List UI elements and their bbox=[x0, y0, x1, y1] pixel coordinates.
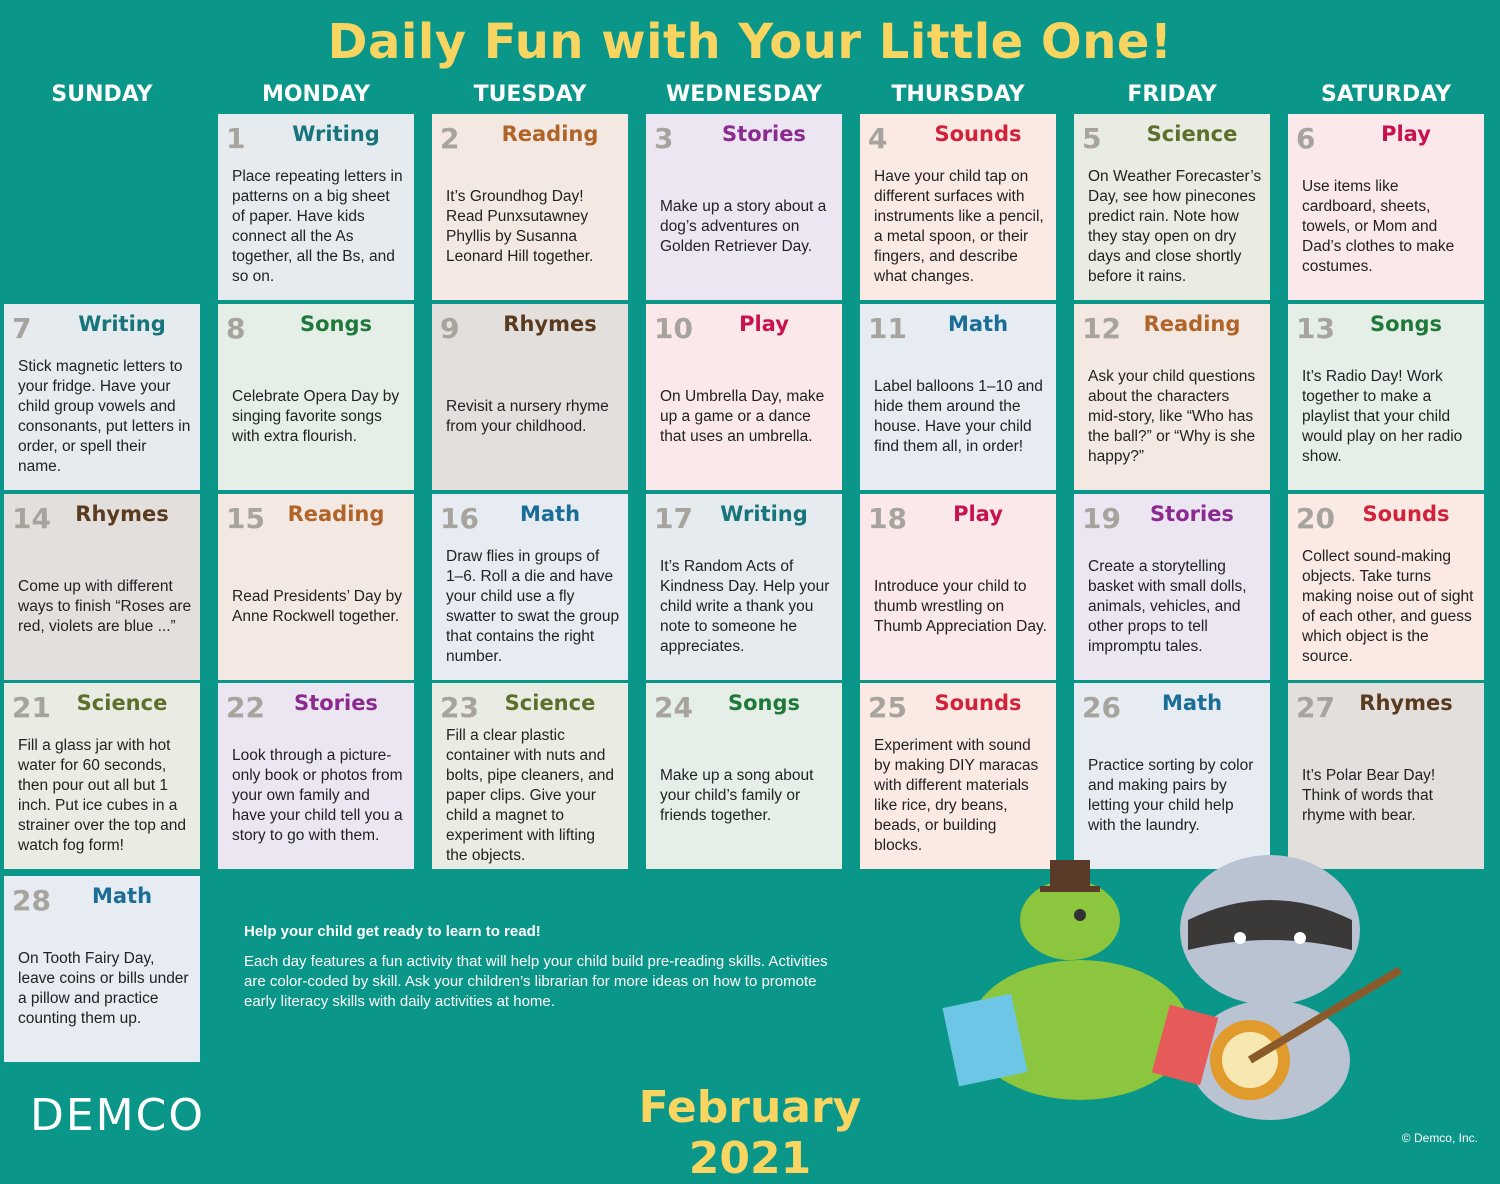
activity-text: Celebrate Opera Day by singing favorite songs with extra flourish. bbox=[232, 388, 400, 445]
calendar-day-3 bbox=[646, 114, 842, 300]
page-title: Daily Fun with Your Little One! bbox=[327, 14, 1173, 70]
activity-text: Place repeating letters in patterns on a big sheet of paper. Have kids connect all the As together, all the Bs, and so on. bbox=[232, 168, 403, 285]
activity-text: It’s Random Acts of Kindness Day. Help your child write a thank you note to someone he appreciates. bbox=[660, 558, 830, 655]
skill-label: Math bbox=[947, 312, 1009, 336]
calendar-day-24 bbox=[646, 683, 842, 869]
skill-label: Science bbox=[1146, 122, 1238, 146]
calendar-day-8 bbox=[218, 304, 414, 490]
skill-label: Science bbox=[76, 691, 168, 715]
calendar-day-19 bbox=[1074, 494, 1270, 680]
demco-logo: DEMCO bbox=[30, 1090, 205, 1141]
skill-label: Writing bbox=[292, 122, 380, 146]
skill-label: Songs bbox=[727, 691, 801, 715]
copyright: © Demco, Inc. bbox=[1401, 1131, 1478, 1145]
day-number: 8 bbox=[226, 312, 246, 345]
skill-label: Reading bbox=[287, 502, 385, 526]
day-number: 15 bbox=[226, 502, 265, 535]
calendar-day-16 bbox=[432, 494, 628, 680]
activity-text: Revisit a nursery rhyme from your childhood. bbox=[446, 398, 609, 435]
day-number: 4 bbox=[868, 122, 888, 155]
info-body: Each day features a fun activity that will help your child build pre-reading skills. Activities are color-coded by skill. Ask your children’s librarian for more ideas on how to promote early literacy skills with daily activities at home. bbox=[244, 953, 828, 1010]
day-number: 13 bbox=[1296, 312, 1335, 345]
activity-text: On Umbrella Day, make up a game or a dance that uses an umbrella. bbox=[660, 388, 825, 445]
activity-text: Fill a glass jar with hot water for 60 seconds, then pour out all but 1 inch. Put ice cubes in a strainer over the top and watch fog form! bbox=[18, 737, 187, 854]
calendar-day-20 bbox=[1288, 494, 1484, 680]
calendar-day-10 bbox=[646, 304, 842, 490]
skill-label: Play bbox=[739, 312, 789, 336]
activity-text: Draw flies in groups of 1–6. Roll a die and have your child use a fly swatter to swat the group that contains the right number. bbox=[446, 548, 620, 665]
skill-label: Reading bbox=[501, 122, 599, 146]
skill-label: Rhymes bbox=[1359, 691, 1453, 715]
day-number: 11 bbox=[868, 312, 907, 345]
activity-text: Introduce your child to thumb wrestling on Thumb Appreciation Day. bbox=[874, 578, 1047, 635]
skill-label: Stories bbox=[722, 122, 806, 146]
skill-label: Stories bbox=[294, 691, 378, 715]
skill-label: Reading bbox=[1143, 312, 1241, 336]
day-number: 1 bbox=[226, 122, 246, 155]
calendar-day-28 bbox=[4, 876, 200, 1062]
activity-text: Look through a picture-only book or photos from your own family and have your child tell you a story to go with them. bbox=[232, 747, 403, 844]
activity-text: Practice sorting by color and making pairs by letting your child help with the laundry. bbox=[1088, 757, 1254, 834]
day-number: 20 bbox=[1296, 502, 1335, 535]
day-header-wednesday: WEDNESDAY bbox=[666, 82, 822, 107]
calendar-day-14 bbox=[4, 494, 200, 680]
day-number: 6 bbox=[1296, 122, 1316, 155]
activity-text: Read Presidents’ Day by Anne Rockwell together. bbox=[232, 588, 403, 625]
activity-text: Collect sound-making objects. Take turns making noise out of sight of each other, and guess which object is the source. bbox=[1302, 548, 1474, 665]
day-number: 24 bbox=[654, 691, 693, 724]
calendar-day-13 bbox=[1288, 304, 1484, 490]
activity-text: Fill a clear plastic container with nuts and bolts, pipe cleaners, and paper clips. Give your child a magnet to experiment with lifting the objects. bbox=[446, 727, 615, 864]
iguana-raccoon-illustration bbox=[930, 820, 1450, 1120]
info-box bbox=[244, 922, 844, 1012]
day-number: 12 bbox=[1082, 312, 1121, 345]
calendar-day-23 bbox=[432, 683, 628, 869]
skill-label: Songs bbox=[1369, 312, 1443, 336]
day-number: 28 bbox=[12, 884, 51, 917]
day-number: 27 bbox=[1296, 691, 1335, 724]
activity-text: It’s Polar Bear Day! Think of words that rhyme with bear. bbox=[1302, 767, 1436, 824]
day-header-friday: FRIDAY bbox=[1127, 82, 1217, 107]
activity-text: Experiment with sound by making DIY maracas with different materials like rice, dry beans, beads, or building blocks. bbox=[874, 737, 1039, 854]
calendar-day-18 bbox=[860, 494, 1056, 680]
day-number: 21 bbox=[12, 691, 51, 724]
month-label: February 2021 bbox=[638, 1082, 862, 1184]
day-number: 10 bbox=[654, 312, 693, 345]
day-number: 7 bbox=[12, 312, 32, 345]
day-number: 26 bbox=[1082, 691, 1121, 724]
skill-label: Sounds bbox=[1362, 502, 1450, 526]
calendar-day-1 bbox=[218, 114, 414, 300]
skill-label: Sounds bbox=[934, 691, 1022, 715]
info-heading: Help your child get ready to learn to read! bbox=[244, 923, 541, 940]
calendar-day-4 bbox=[860, 114, 1056, 300]
top-hat bbox=[1050, 860, 1090, 890]
day-number: 19 bbox=[1082, 502, 1121, 535]
skill-label: Science bbox=[504, 691, 596, 715]
calendar-day-6 bbox=[1288, 114, 1484, 300]
activity-text: On Tooth Fairy Day, leave coins or bills under a pillow and practice counting them up. bbox=[18, 950, 189, 1027]
day-number: 23 bbox=[440, 691, 479, 724]
activity-text: Make up a story about a dog’s adventures on Golden Retriever Day. bbox=[660, 198, 827, 255]
skill-label: Writing bbox=[720, 502, 808, 526]
day-number: 18 bbox=[868, 502, 907, 535]
iguana-eye bbox=[1074, 909, 1086, 921]
activity-text: Label balloons 1–10 and hide them around the house. Have your child find them all, in order! bbox=[874, 378, 1043, 455]
calendar-day-15 bbox=[218, 494, 414, 680]
skill-label: Sounds bbox=[934, 122, 1022, 146]
skill-label: Play bbox=[953, 502, 1003, 526]
activity-text: Ask your child questions about the characters mid-story, like “Who has the ball?” or “Why is she happy?” bbox=[1088, 368, 1256, 465]
activity-text: Have your child tap on different surfaces with instruments like a pencil, a metal spoon, or their fingers, and describe what changes. bbox=[874, 168, 1044, 285]
skill-label: Rhymes bbox=[75, 502, 169, 526]
activity-text: On Weather Forecaster’s Day, see how pinecones predict rain. Note how they stay open on dry days and close shortly before it rains. bbox=[1088, 168, 1262, 285]
day-number: 25 bbox=[868, 691, 907, 724]
day-number: 17 bbox=[654, 502, 693, 535]
day-header-sunday: SUNDAY bbox=[51, 82, 153, 107]
calendar-day-9 bbox=[432, 304, 628, 490]
skill-label: Math bbox=[519, 502, 581, 526]
activity-text: Stick magnetic letters to your fridge. Have your child group vowels and consonants, put letters in order, or spell their name. bbox=[18, 358, 191, 475]
day-header-monday: MONDAY bbox=[261, 82, 371, 107]
activity-text: Create a storytelling basket with small dolls, animals, vehicles, and other props to tell impromptu tales. bbox=[1088, 558, 1247, 655]
day-number: 9 bbox=[440, 312, 460, 345]
activity-text: It’s Radio Day! Work together to make a playlist that your child would play on her radio show. bbox=[1302, 368, 1463, 465]
day-header-thursday: THURSDAY bbox=[891, 82, 1025, 107]
calendar-day-2 bbox=[432, 114, 628, 300]
skill-label: Math bbox=[1161, 691, 1223, 715]
calendar-day-17 bbox=[646, 494, 842, 680]
skill-label: Songs bbox=[299, 312, 373, 336]
skill-label: Math bbox=[91, 884, 153, 908]
skill-label: Play bbox=[1381, 122, 1431, 146]
activity-text: Come up with different ways to finish “Roses are red, violets are blue ...” bbox=[18, 578, 192, 635]
skill-label: Writing bbox=[78, 312, 166, 336]
activity-text: Make up a song about your child’s family or friends together. bbox=[660, 767, 814, 824]
calendar-day-7 bbox=[4, 304, 200, 490]
skill-label: Rhymes bbox=[503, 312, 597, 336]
day-number: 22 bbox=[226, 691, 265, 724]
day-number: 5 bbox=[1082, 122, 1102, 155]
calendar-day-22 bbox=[218, 683, 414, 869]
calendar-day-21 bbox=[4, 683, 200, 869]
activity-text: It’s Groundhog Day! Read Punxsutawney Phyllis by Susanna Leonard Hill together. bbox=[446, 188, 594, 265]
skill-label: Stories bbox=[1150, 502, 1234, 526]
calendar-day-12 bbox=[1074, 304, 1270, 490]
day-header-saturday: SATURDAY bbox=[1320, 82, 1452, 107]
calendar-day-5 bbox=[1074, 114, 1270, 300]
day-header-tuesday: TUESDAY bbox=[473, 82, 587, 107]
day-number: 2 bbox=[440, 122, 460, 155]
activity-text: Use items like cardboard, sheets, towels, or Mom and Dad’s clothes to make costumes. bbox=[1302, 178, 1455, 275]
day-number: 3 bbox=[654, 122, 674, 155]
calendar-day-11 bbox=[860, 304, 1056, 490]
day-number: 16 bbox=[440, 502, 479, 535]
day-number: 14 bbox=[12, 502, 51, 535]
